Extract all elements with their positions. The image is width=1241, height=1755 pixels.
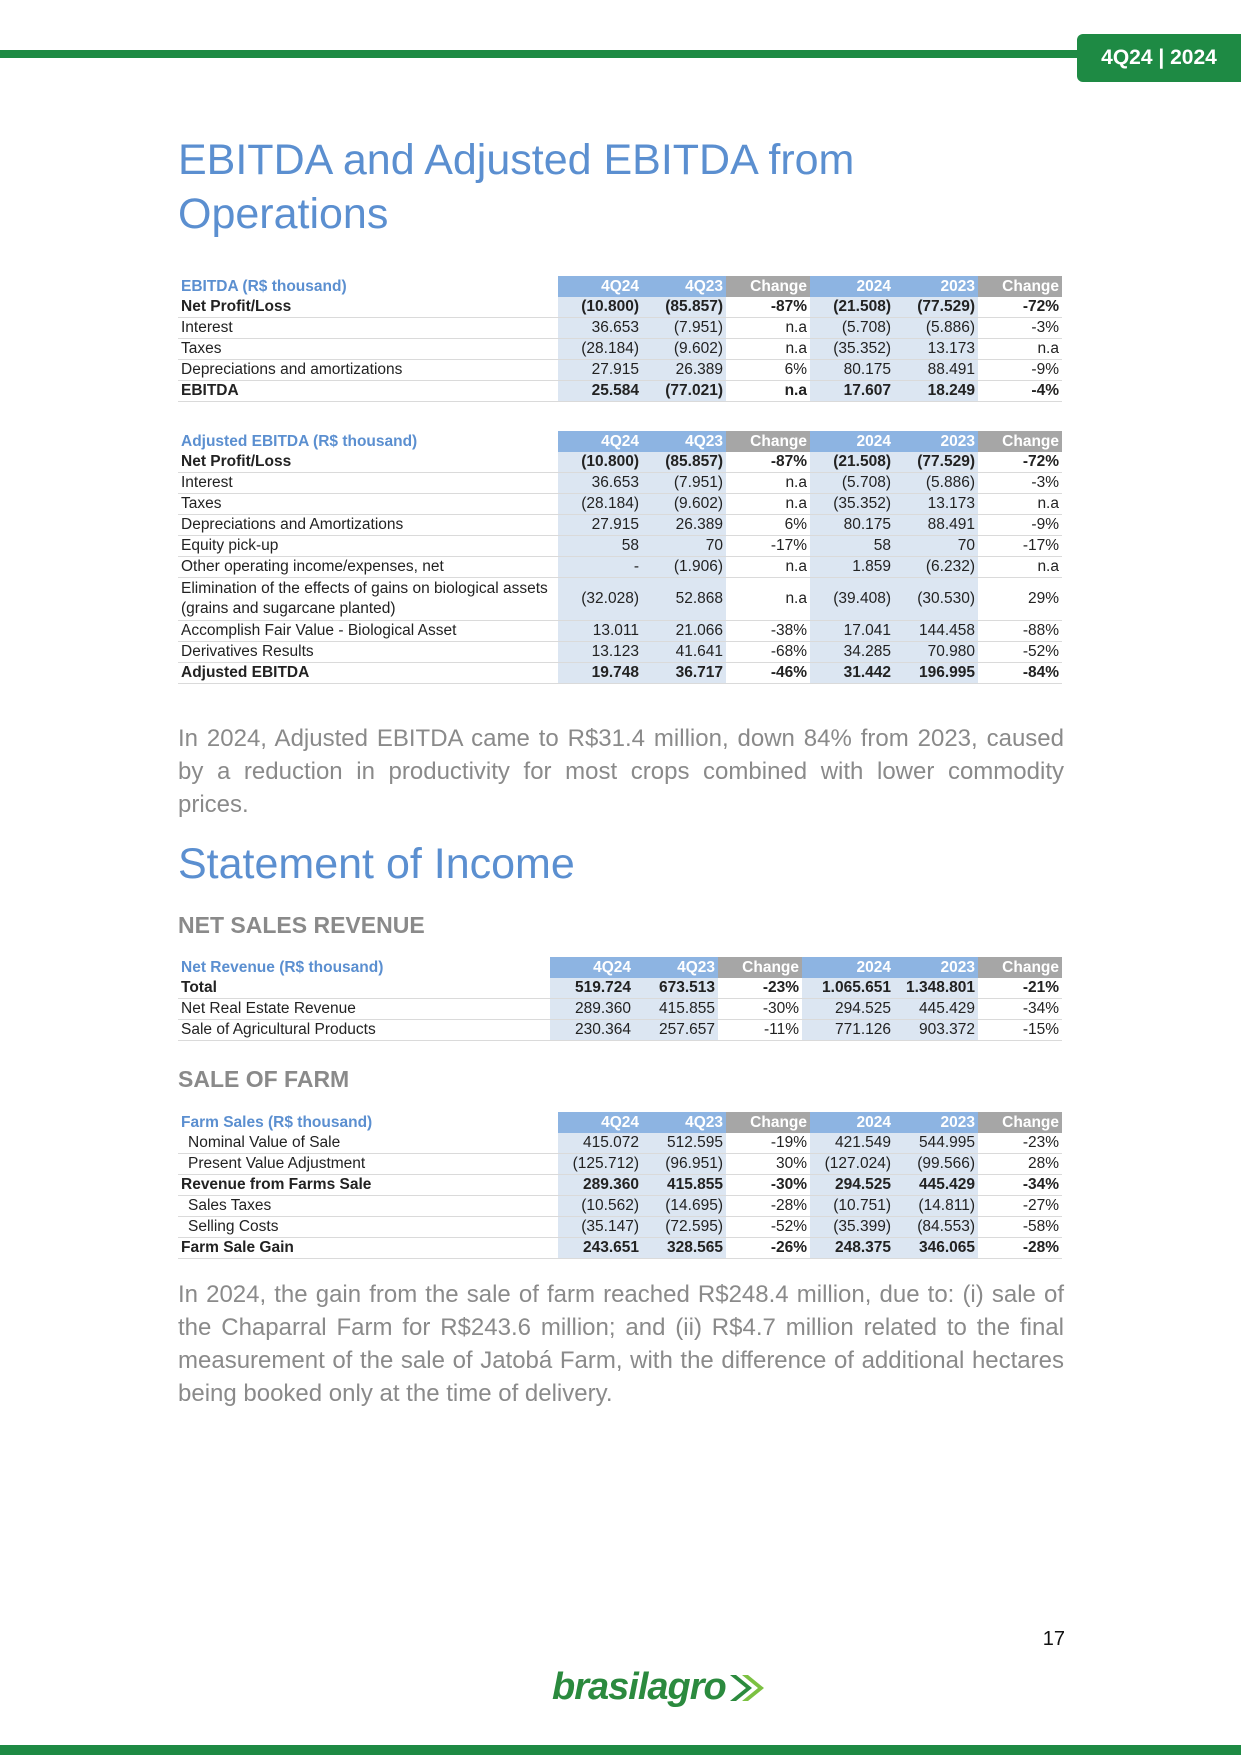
cell: 36.653 — [558, 473, 642, 494]
table-row — [178, 557, 1062, 578]
cell: -17% — [978, 536, 1062, 557]
table-row — [178, 1175, 1062, 1196]
cell: -3% — [978, 473, 1062, 494]
table-header-cell: 2023 — [894, 1112, 978, 1133]
table-header-cell: Change — [726, 431, 810, 452]
ebitda-commentary: In 2024, Adjusted EBITDA came to R$31.4 million, down 84% from 2023, caused by a reduction in productivity for most crops combined with lower commodity prices. — [178, 725, 1064, 818]
cell: 13.173 — [894, 494, 978, 515]
cell: (35.399) — [810, 1217, 894, 1238]
cell: (5.886) — [894, 318, 978, 339]
cell: (10.562) — [558, 1196, 642, 1217]
logo-wordmark: brasilagro — [552, 1666, 726, 1708]
cell: 289.360 — [550, 999, 634, 1020]
cell: (35.352) — [810, 339, 894, 360]
table-header-cell: 4Q24 — [550, 957, 634, 978]
cell: 544.995 — [894, 1133, 978, 1154]
cell: (32.028) — [558, 578, 642, 621]
table-header-cell: Change — [726, 1112, 810, 1133]
cell: -84% — [978, 663, 1062, 684]
table-row — [178, 297, 1062, 318]
table-row — [178, 339, 1062, 360]
cell: 25.584 — [558, 381, 642, 402]
cell: 903.372 — [894, 1020, 978, 1041]
cell: 36.653 — [558, 318, 642, 339]
cell: (125.712) — [558, 1154, 642, 1175]
cell: (85.857) — [642, 452, 726, 473]
table-row — [178, 452, 1062, 473]
table-row — [178, 1217, 1062, 1238]
table-row — [178, 473, 1062, 494]
cell: 52.868 — [642, 578, 726, 621]
row-label: EBITDA — [178, 381, 558, 402]
table-header-cell: Change — [978, 957, 1062, 978]
cell: 421.549 — [810, 1133, 894, 1154]
table-row — [178, 1020, 1062, 1041]
cell: (7.951) — [642, 318, 726, 339]
cell: (7.951) — [642, 473, 726, 494]
table-row — [178, 1154, 1062, 1175]
cell: (72.595) — [642, 1217, 726, 1238]
cell: 21.066 — [642, 621, 726, 642]
table-header-cell: Net Revenue (R$ thousand) — [178, 957, 550, 978]
row-label: Total — [178, 978, 550, 999]
cell: 26.389 — [642, 360, 726, 381]
table-row — [178, 1196, 1062, 1217]
cell: (10.800) — [558, 297, 642, 318]
cell: 58 — [558, 536, 642, 557]
cell: -9% — [978, 360, 1062, 381]
row-label: Depreciations and Amortizations — [178, 515, 558, 536]
cell: -19% — [726, 1133, 810, 1154]
cell: (9.602) — [642, 494, 726, 515]
net-revenue-table — [178, 957, 1062, 1041]
row-label: Net Profit/Loss — [178, 452, 558, 473]
cell: (10.751) — [810, 1196, 894, 1217]
row-label: Sales Taxes — [178, 1196, 558, 1217]
cell: (85.857) — [642, 297, 726, 318]
cell: 243.651 — [558, 1238, 642, 1259]
row-label: Taxes — [178, 494, 558, 515]
cell: -88% — [978, 621, 1062, 642]
cell: -30% — [726, 1175, 810, 1196]
table-header-cell: Change — [978, 276, 1062, 297]
table-header-cell: 2024 — [802, 957, 894, 978]
row-label: Taxes — [178, 339, 558, 360]
cell: (84.553) — [894, 1217, 978, 1238]
cell: (21.508) — [810, 297, 894, 318]
cell: -58% — [978, 1217, 1062, 1238]
row-label: Interest — [178, 318, 558, 339]
cell: 1.348.801 — [894, 978, 978, 999]
cell: 80.175 — [810, 360, 894, 381]
cell: 673.513 — [634, 978, 718, 999]
row-label: Adjusted EBITDA — [178, 663, 558, 684]
cell: (77.021) — [642, 381, 726, 402]
cell: 41.641 — [642, 642, 726, 663]
table-row — [178, 381, 1062, 402]
cell: 27.915 — [558, 515, 642, 536]
cell: n.a — [726, 578, 810, 621]
cell: 294.525 — [810, 1175, 894, 1196]
cell: (30.530) — [894, 578, 978, 621]
row-label: Other operating income/expenses, net — [178, 557, 558, 578]
cell: -17% — [726, 536, 810, 557]
table-row — [178, 318, 1062, 339]
table-row — [178, 515, 1062, 536]
cell: (5.708) — [810, 473, 894, 494]
cell: -34% — [978, 1175, 1062, 1196]
page-number: 17 — [1042, 1628, 1065, 1650]
table-header-cell: 4Q23 — [642, 431, 726, 452]
cell: n.a — [978, 339, 1062, 360]
cell: 445.429 — [894, 1175, 978, 1196]
cell: 19.748 — [558, 663, 642, 684]
cell: 80.175 — [810, 515, 894, 536]
cell: 512.595 — [642, 1133, 726, 1154]
cell: 415.855 — [634, 999, 718, 1020]
cell: 34.285 — [810, 642, 894, 663]
cell: 88.491 — [894, 360, 978, 381]
cell: (35.147) — [558, 1217, 642, 1238]
adjusted-ebitda-table — [178, 431, 1062, 684]
ebitda-title-line1: EBITDA and Adjusted EBITDA from — [178, 136, 855, 184]
cell: 70.980 — [894, 642, 978, 663]
net-sales-heading: NET SALES REVENUE — [178, 912, 425, 938]
table-header-cell: 2023 — [894, 276, 978, 297]
row-label: Selling Costs — [178, 1217, 558, 1238]
cell: (6.232) — [894, 557, 978, 578]
cell: -52% — [978, 642, 1062, 663]
income-section-title: Statement of Income — [178, 840, 575, 888]
table-row — [178, 978, 1062, 999]
cell: 415.072 — [558, 1133, 642, 1154]
cell: 30% — [726, 1154, 810, 1175]
table-header-cell: 4Q24 — [558, 431, 642, 452]
table-header-row — [178, 957, 1062, 978]
brasilagro-logo — [552, 1666, 768, 1709]
cell: (28.184) — [558, 494, 642, 515]
cell: (21.508) — [810, 452, 894, 473]
farm-sales-table — [178, 1112, 1062, 1259]
row-label: Nominal Value of Sale — [178, 1133, 558, 1154]
table-header-cell: 2024 — [810, 1112, 894, 1133]
cell: -23% — [718, 978, 802, 999]
cell: (5.708) — [810, 318, 894, 339]
cell: n.a — [726, 381, 810, 402]
cell: (77.529) — [894, 297, 978, 318]
cell: 58 — [810, 536, 894, 557]
ebitda-title-line2: Operations — [178, 190, 389, 238]
cell: 13.011 — [558, 621, 642, 642]
table-header-cell: EBITDA (R$ thousand) — [178, 276, 558, 297]
table-row — [178, 642, 1062, 663]
cell: -26% — [726, 1238, 810, 1259]
cell: -15% — [978, 1020, 1062, 1041]
cell: -72% — [978, 452, 1062, 473]
cell: 28% — [978, 1154, 1062, 1175]
cell: n.a — [726, 339, 810, 360]
cell: 17.607 — [810, 381, 894, 402]
cell: 6% — [726, 515, 810, 536]
ebitda-section-title — [178, 133, 854, 241]
row-label: Accomplish Fair Value - Biological Asset — [178, 621, 558, 642]
table-header-cell: 4Q23 — [642, 276, 726, 297]
cell: 29% — [978, 578, 1062, 621]
table-header-cell: Change — [978, 431, 1062, 452]
cell: (1.906) — [642, 557, 726, 578]
cell: 6% — [726, 360, 810, 381]
table-row — [178, 1238, 1062, 1259]
row-label: Farm Sale Gain — [178, 1238, 558, 1259]
cell: n.a — [726, 557, 810, 578]
cell: (14.811) — [894, 1196, 978, 1217]
cell: -87% — [726, 297, 810, 318]
cell: 17.041 — [810, 621, 894, 642]
cell: 13.173 — [894, 339, 978, 360]
cell: n.a — [978, 557, 1062, 578]
cell: 31.442 — [810, 663, 894, 684]
cell: 328.565 — [642, 1238, 726, 1259]
table-row — [178, 999, 1062, 1020]
row-label: Sale of Agricultural Products — [178, 1020, 550, 1041]
cell: 1.859 — [810, 557, 894, 578]
cell: 415.855 — [642, 1175, 726, 1196]
cell: -3% — [978, 318, 1062, 339]
cell: 289.360 — [558, 1175, 642, 1196]
table-header-cell: Change — [726, 276, 810, 297]
table-header-cell: Adjusted EBITDA (R$ thousand) — [178, 431, 558, 452]
cell: -87% — [726, 452, 810, 473]
cell: 26.389 — [642, 515, 726, 536]
table-header-row — [178, 276, 1062, 297]
logo-chevrons-icon — [728, 1671, 768, 1705]
table-header-cell: 2023 — [894, 957, 978, 978]
cell: -21% — [978, 978, 1062, 999]
row-label: Interest — [178, 473, 558, 494]
table-row — [178, 1133, 1062, 1154]
table-header-cell: 4Q23 — [642, 1112, 726, 1133]
cell: (10.800) — [558, 452, 642, 473]
ebitda-table — [178, 276, 1062, 402]
row-label: Derivatives Results — [178, 642, 558, 663]
header-rule — [0, 50, 1090, 58]
table-header-cell: 2024 — [810, 431, 894, 452]
cell: 771.126 — [802, 1020, 894, 1041]
footer-rule — [0, 1745, 1241, 1755]
cell: 144.458 — [894, 621, 978, 642]
row-label: Elimination of the effects of gains on biological assets (grains and sugarcane planted) — [178, 578, 558, 621]
cell: -4% — [978, 381, 1062, 402]
cell: 294.525 — [802, 999, 894, 1020]
table-header-cell: 2023 — [894, 431, 978, 452]
cell: -28% — [978, 1238, 1062, 1259]
cell: 519.724 — [550, 978, 634, 999]
cell: (14.695) — [642, 1196, 726, 1217]
row-label: Net Profit/Loss — [178, 297, 558, 318]
table-header-cell: Change — [718, 957, 802, 978]
cell: 13.123 — [558, 642, 642, 663]
table-header-row — [178, 1112, 1062, 1133]
row-label: Net Real Estate Revenue — [178, 999, 550, 1020]
table-header-row — [178, 431, 1062, 452]
cell: 248.375 — [810, 1238, 894, 1259]
cell: - — [558, 557, 642, 578]
farm-sale-commentary: In 2024, the gain from the sale of farm reached R$248.4 million, due to: (i) sale of the Chaparral Farm for R$243.6 million; and (ii) R$4.7 million related to the final measurement of the sale of Jatobá Farm, with the difference of additional hectares being booked only at the time of delivery. — [178, 1281, 1064, 1407]
table-row — [178, 578, 1062, 621]
table-row — [178, 663, 1062, 684]
cell: -68% — [726, 642, 810, 663]
cell: n.a — [726, 318, 810, 339]
row-label: Depreciations and amortizations — [178, 360, 558, 381]
cell: 445.429 — [894, 999, 978, 1020]
period-badge: 4Q24 | 2024 — [1077, 34, 1241, 82]
table-header-cell: 2024 — [810, 276, 894, 297]
row-label: Revenue from Farms Sale — [178, 1175, 558, 1196]
cell: 230.364 — [550, 1020, 634, 1041]
cell: 88.491 — [894, 515, 978, 536]
cell: (9.602) — [642, 339, 726, 360]
table-header-cell: 4Q24 — [558, 1112, 642, 1133]
table-header-cell: Change — [978, 1112, 1062, 1133]
cell: -72% — [978, 297, 1062, 318]
cell: -11% — [718, 1020, 802, 1041]
row-label: Equity pick-up — [178, 536, 558, 557]
cell: n.a — [978, 494, 1062, 515]
cell: 1.065.651 — [802, 978, 894, 999]
cell: n.a — [726, 494, 810, 515]
cell: n.a — [726, 473, 810, 494]
cell: (28.184) — [558, 339, 642, 360]
cell: -28% — [726, 1196, 810, 1217]
cell: 257.657 — [634, 1020, 718, 1041]
cell: -30% — [718, 999, 802, 1020]
cell: (77.529) — [894, 452, 978, 473]
cell: (5.886) — [894, 473, 978, 494]
table-row — [178, 621, 1062, 642]
cell: -34% — [978, 999, 1062, 1020]
table-header-cell: Farm Sales (R$ thousand) — [178, 1112, 558, 1133]
cell: (39.408) — [810, 578, 894, 621]
cell: (96.951) — [642, 1154, 726, 1175]
cell: 18.249 — [894, 381, 978, 402]
cell: -9% — [978, 515, 1062, 536]
table-row — [178, 494, 1062, 515]
cell: 70 — [894, 536, 978, 557]
cell: (99.566) — [894, 1154, 978, 1175]
cell: -27% — [978, 1196, 1062, 1217]
table-row — [178, 536, 1062, 557]
table-row — [178, 360, 1062, 381]
table-header-cell: 4Q24 — [558, 276, 642, 297]
cell: 36.717 — [642, 663, 726, 684]
table-header-cell: 4Q23 — [634, 957, 718, 978]
cell: -46% — [726, 663, 810, 684]
cell: (35.352) — [810, 494, 894, 515]
cell: -38% — [726, 621, 810, 642]
cell: 196.995 — [894, 663, 978, 684]
cell: -52% — [726, 1217, 810, 1238]
cell: 27.915 — [558, 360, 642, 381]
cell: 70 — [642, 536, 726, 557]
cell: (127.024) — [810, 1154, 894, 1175]
cell: 346.065 — [894, 1238, 978, 1259]
cell: -23% — [978, 1133, 1062, 1154]
sale-of-farm-heading: SALE OF FARM — [178, 1066, 350, 1092]
row-label: Present Value Adjustment — [178, 1154, 558, 1175]
